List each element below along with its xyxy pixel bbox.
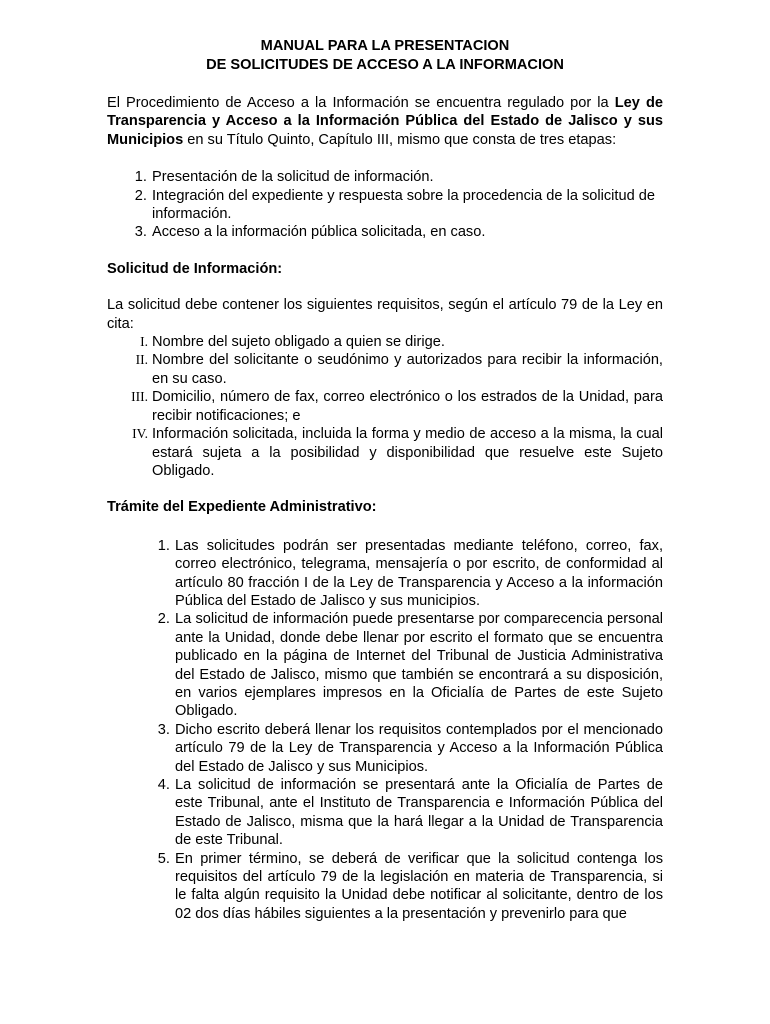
procedure-list bbox=[107, 537, 663, 924]
requirements-list bbox=[107, 333, 663, 480]
requirement-item bbox=[107, 333, 663, 351]
document-content bbox=[107, 37, 663, 923]
requirements-intro: La solicitud debe contener los siguientes requisitos, según el artículo 79 de la Ley en cita: bbox=[107, 297, 663, 332]
procedure-item: 5. En primer término, se deberá de verificar que la solicitud contenga los requisitos del artículo 79 de la legislación en materia de Transparencia, si le falta algún requisito la Unidad debe notificar al solicitante, dentro de los 02 dos días hábiles siguientes a la presentación y prevenirlo para que bbox=[174, 850, 663, 924]
requirement-text: Domicilio, número de fax, correo electrónico o los estrados de la Unidad, para recibir notificaciones; e bbox=[152, 389, 663, 424]
procedure-item: 3. Dicho escrito deberá llenar los requisitos contemplados por el mencionado artículo 79 de la Ley de Transparencia y Acceso a la Información Pública del Estado de Jalisco y sus Municipios. bbox=[174, 721, 663, 776]
section-heading-tramite: Trámite del Expediente Administrativo: bbox=[107, 499, 377, 516]
procedure-item: 4. La solicitud de información se presentará ante la Oficialía de Partes de este Tribunal, ante el Instituto de Transparencia e Información Pública del Estado de Jalisco, misma que la hará llegar a la Unidad de Transparencia de este Tribunal. bbox=[174, 776, 663, 850]
section-heading-solicitud: Solicitud de Información: bbox=[107, 260, 283, 277]
roman-numeral: I. bbox=[140, 334, 148, 350]
intro-text-before: El Procedimiento de Acceso a la Información se encuentra regulado por la bbox=[107, 95, 615, 111]
procedure-item: 2. La solicitud de información puede presentarse por comparecencia personal ante la Unidad, donde debe llenar por escrito el formato que se encuentra publicado en la página de Internet del Tribunal de Justicia Administrativa del Estado de Jalisco, mismo que también se encontrará a su disposición, en varios ejemplares impresos en la Oficialía de Partes de este Sujeto Obligado. bbox=[174, 610, 663, 720]
law-name: Ley de Transparencia y Acceso a la Información Pública del Estado de Jalisco y sus Municipios bbox=[107, 95, 664, 148]
requirement-text: Información solicitada, incluida la forma y medio de acceso a la misma, la cual estará sujeta a la posibilidad y disponibilidad que resuelve este Sujeto Obligado. bbox=[152, 426, 663, 479]
title-line-2: DE SOLICITUDES DE ACCESO A LA INFORMACION bbox=[206, 57, 564, 73]
document-title bbox=[107, 37, 663, 75]
stage-item: 1. Presentación de la solicitud de información. bbox=[151, 168, 663, 186]
intro-paragraph bbox=[107, 94, 663, 149]
procedure-item: 1. Las solicitudes podrán ser presentadas mediante teléfono, correo, fax, correo electrónico, telegrama, mensajería o por escrito, de conformidad al artículo 80 fracción I de la Ley de Transparencia y Acceso a la información Pública del Estado de Jalisco y sus municipios. bbox=[174, 537, 663, 611]
requirement-item bbox=[107, 351, 663, 388]
intro-text-after: en su Título Quinto, Capítulo III, mismo que consta de tres etapas: bbox=[183, 131, 617, 148]
roman-numeral: III. bbox=[131, 389, 148, 405]
roman-numeral: II. bbox=[135, 352, 148, 368]
requirement-item bbox=[107, 388, 663, 425]
roman-numeral: IV. bbox=[132, 426, 148, 442]
requirement-text: Nombre del sujeto obligado a quien se dirige. bbox=[152, 334, 445, 351]
title-line-1: MANUAL PARA LA PRESENTACION bbox=[260, 38, 510, 54]
requirement-item bbox=[107, 425, 663, 480]
stage-item: 3. Acceso a la información pública solicitada, en caso. bbox=[151, 223, 663, 241]
stage-item: 2. Integración del expediente y respuesta sobre la procedencia de la solicitud de información. bbox=[151, 187, 663, 224]
requirement-text: Nombre del solicitante o seudónimo y autorizados para recibir la información, en su caso. bbox=[152, 352, 663, 387]
stages-list bbox=[107, 168, 663, 242]
